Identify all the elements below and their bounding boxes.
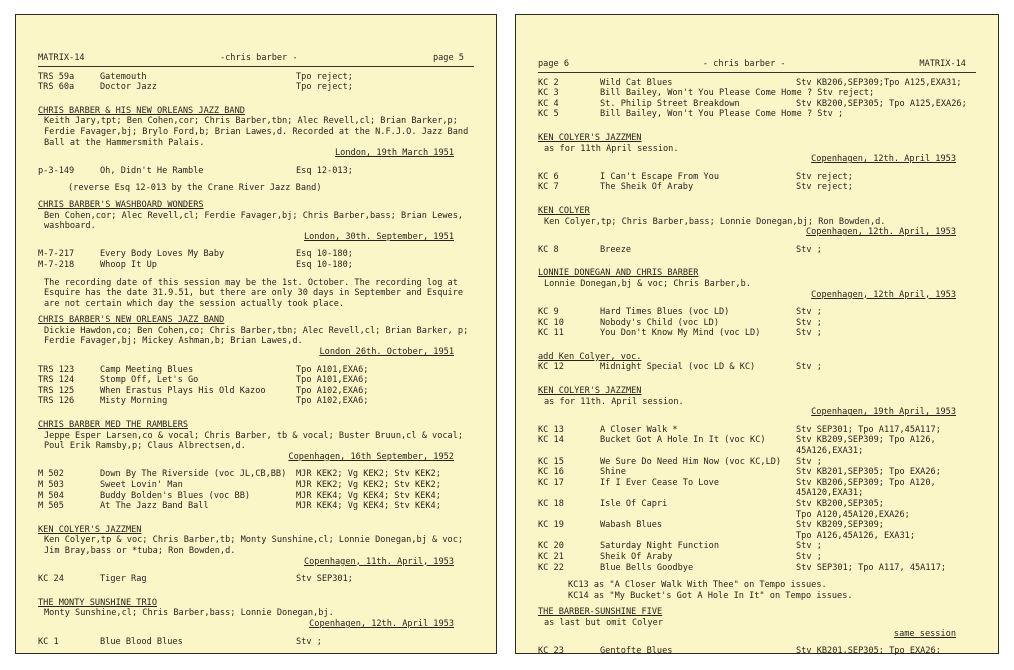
session-place-date	[38, 619, 474, 630]
header-right: page 5	[432, 53, 464, 63]
track-row	[538, 318, 976, 329]
track-list	[38, 249, 474, 270]
spacer	[538, 573, 976, 580]
issue-info-cont: 45A120,EXA31;	[796, 488, 864, 499]
track-row	[38, 166, 474, 177]
issue-info: Tpo A102,EXA6;	[296, 385, 369, 396]
matrix-number: M 505	[38, 501, 64, 512]
track-title: Bill Bailey, Won't You Please Come Home ? Stv reject;	[600, 88, 875, 99]
track-row	[38, 249, 474, 260]
personnel-text: Dickie Hawdon,co; Ben Cohen,co; Chris Barber,tbn; Alec Revell,cl; Brian Barker, p; Ferdie Favager,bj; Mickey Ashman,b; Brian Lawes,d.	[44, 325, 469, 347]
matrix-number: M 504	[38, 490, 64, 501]
track-title: Doctor Jazz	[100, 82, 157, 93]
issue-info: Stv ;	[796, 307, 822, 318]
track-list	[538, 646, 976, 657]
track-title: Midnight Special (voc LD & KC)	[600, 362, 756, 373]
track-row	[38, 386, 474, 397]
spacer	[38, 630, 474, 637]
spacer	[38, 647, 474, 654]
spacer	[538, 193, 976, 200]
track-title: Isle Of Capri	[600, 499, 668, 509]
track-title: Oh, Didn't He Ramble	[100, 165, 204, 176]
track-title: I Can't Escape From You	[600, 171, 719, 182]
track-row	[538, 563, 976, 574]
session-place: Copenhagen, 12th. April, 1953	[805, 227, 956, 238]
track-row	[538, 182, 976, 193]
track-row	[38, 365, 474, 376]
session-place: Copenhagen, 12th. April 1953	[811, 154, 956, 165]
issue-info: Tpo A101,EXA6;	[296, 364, 369, 375]
section-title: THE BARBER-SUNSHINE FIVE	[538, 607, 663, 618]
matrix-number: KC 13	[538, 424, 564, 435]
issue-info: MJR KEK2; Vg KEK2; Stv KEK2;	[296, 469, 441, 480]
issue-info: Stv ;	[796, 551, 822, 562]
header-right: MATRIX-14	[919, 59, 966, 69]
page-body	[38, 72, 474, 655]
note-text: KC13 as "A Closer Walk With Thee" on Tempo issues.	[568, 580, 827, 591]
session-place-date	[38, 452, 474, 463]
personnel-text: Ken Colyer,tp; Chris Barber,bass; Lonnie Donegan,bj; Ron Bowden,d.	[544, 216, 886, 227]
matrix-number: KC 23	[538, 646, 564, 657]
track-title: Blue Bells Goodbye	[600, 562, 694, 573]
track-row	[538, 88, 976, 99]
track-title: Sheik Of Araby	[600, 551, 673, 562]
track-row	[38, 501, 474, 512]
track-row	[38, 574, 474, 585]
track-title: You Don't Know My Mind (voc LD)	[600, 328, 761, 339]
issue-info: MJR KEK2; Vg KEK2; Stv KEK2;	[296, 480, 441, 490]
track-row	[38, 469, 474, 480]
track-title: Sweet Lovin' Man	[100, 480, 183, 490]
issue-info: Stv SEP301;	[296, 574, 353, 585]
issue-info: Stv KB209,SEP309;	[796, 520, 884, 531]
session-place: Copenhagen, 11th. April, 1953	[303, 556, 454, 567]
issue-info: Stv ;	[296, 636, 322, 647]
matrix-number: KC 1	[38, 636, 59, 647]
matrix-number: TRS 123	[38, 364, 75, 375]
track-list	[38, 574, 474, 585]
page-6	[515, 14, 999, 657]
spacer	[38, 585, 474, 592]
issue-info-cont: Tpo A126,45A126, EXA31;	[796, 530, 915, 541]
issue-info: Stv ;	[796, 328, 822, 339]
track-row	[538, 478, 976, 489]
issue-info: Stv reject;	[796, 182, 853, 193]
issue-info: MJR KEK4; Vg KEK4; Stv KEK4;	[296, 490, 441, 501]
header-center: - chris barber -	[702, 59, 786, 69]
page-5	[15, 14, 497, 654]
track-title: Hard Times Blues (voc LD)	[600, 307, 730, 318]
spacer	[38, 407, 474, 414]
matrix-number: KC 2	[538, 77, 559, 88]
track-title: The Sheik Of Araby	[600, 182, 694, 193]
session-place-date	[538, 290, 976, 301]
issue-info: Stv ;	[796, 362, 822, 373]
session-place: Copenhagen, 12th. April 1953	[309, 618, 454, 629]
matrix-number: KC 18	[538, 499, 564, 509]
page-header	[538, 59, 976, 70]
track-title: Bucket Got A Hole In It (voc KC)	[600, 435, 766, 446]
session-place: London, 30th. September, 1951	[303, 231, 454, 242]
section-title: KEN COLYER'S JAZZMEN	[538, 386, 642, 397]
section-title: CHRIS BARBER'S WASHBOARD WONDERS	[38, 199, 204, 210]
track-row	[38, 491, 474, 502]
matrix-number: KC 7	[538, 182, 559, 193]
section-title: KEN COLYER'S JAZZMEN	[538, 132, 642, 143]
track-title: Misty Morning	[100, 396, 168, 407]
track-row	[538, 172, 976, 183]
personnel-text: as for 11th. April session.	[544, 396, 684, 407]
track-row	[538, 307, 976, 318]
matrix-number: TRS 124	[38, 375, 75, 386]
issue-info: Stv ;	[796, 456, 822, 467]
matrix-number: KC 22	[538, 562, 564, 573]
section-title: LONNIE DONEGAN AND CHRIS BARBER	[538, 268, 699, 279]
spacer	[538, 639, 976, 646]
page-header	[38, 53, 474, 64]
personnel-text: Lonnie Donegan,bj & voc; Chris Barber,b.	[544, 278, 751, 289]
track-row	[538, 552, 976, 563]
personnel-text: as last but omit Colyer	[544, 617, 663, 628]
matrix-number: KC 19	[538, 520, 564, 531]
spacer	[38, 358, 474, 365]
session-place: London, 19th March 1951	[335, 148, 454, 159]
issue-info: Stv KB201,SEP305; Tpo EXA26;	[796, 467, 941, 478]
track-title: When Erastus Plays His Old Kazoo	[100, 385, 266, 396]
matrix-number: M 502	[38, 469, 64, 480]
header-left: page 6	[538, 59, 570, 69]
issue-info: Esq 12-013;	[296, 165, 353, 176]
track-title: Down By The Riverside (voc JL,CB,BB)	[100, 469, 287, 480]
note-text: The recording date of this session may be the 1st. October. The recording log at Esquire has the date 31.9.51, but there are only 30 days in September and Esquire are not certain which day the session actually took place.	[44, 277, 464, 309]
issue-info: Tpo A102,EXA6;	[296, 396, 369, 407]
session-place-date	[38, 347, 474, 358]
issue-info: Stv KB200,SEP305;	[796, 499, 884, 509]
issue-info: Stv KB206,SEP309; Tpo A120,	[796, 477, 936, 488]
spacer	[538, 657, 976, 664]
track-title: Gentofte Blues	[600, 646, 673, 657]
section-title: KEN COLYER'S JAZZMEN	[38, 524, 142, 535]
session-place: London 26th. October, 1951	[319, 347, 454, 358]
issue-info: Stv reject;	[796, 171, 853, 182]
track-row	[538, 435, 976, 446]
session-place-date	[538, 629, 976, 640]
session-place-date	[38, 232, 474, 243]
spacer	[538, 300, 976, 307]
issue-info: Tpo reject;	[296, 82, 353, 93]
matrix-number: KC 5	[538, 109, 559, 120]
matrix-number: TRS 59a	[38, 71, 75, 82]
spacer	[38, 159, 474, 166]
track-row	[538, 109, 976, 120]
matrix-number: KC 8	[538, 244, 559, 255]
track-title: Bill Bailey, Won't You Please Come Home ? Stv ;	[600, 109, 844, 120]
spacer	[538, 373, 976, 380]
matrix-number: KC 11	[538, 328, 564, 339]
matrix-number: KC 24	[38, 574, 64, 585]
matrix-number: TRS 60a	[38, 82, 75, 93]
track-list	[538, 307, 976, 339]
track-title: Stomp Off, Let's Go	[100, 375, 199, 386]
spacer	[38, 93, 474, 100]
track-row	[38, 375, 474, 386]
spacer	[38, 462, 474, 469]
track-list	[538, 245, 976, 256]
track-row	[538, 520, 976, 531]
personnel-text: Jeppe Esper Larsen,co & vocal; Chris Barber, tb & vocal; Buster Bruun,cl & vocal; Poul Erik Ramsby,p; Claus Albrectsen,d.	[44, 430, 464, 452]
issue-info: Stv KB209,SEP309; Tpo A126,	[796, 435, 936, 446]
spacer	[38, 271, 474, 278]
personnel-text: Ben Cohen,cor; Alec Revell,cl; Ferdie Favager,bj; Chris Barber,bass; Brian Lewes, washboard.	[44, 210, 464, 232]
matrix-number: KC 4	[538, 98, 559, 109]
track-title: Saturday Night Function	[600, 541, 719, 552]
page-body	[538, 78, 976, 664]
spacer	[38, 512, 474, 519]
note-text: KC14 as "My Bucket's Got A Hole In It" on Tempo issues.	[568, 590, 853, 601]
matrix-number: KC 17	[538, 477, 564, 488]
track-title: Every Body Loves My Baby	[100, 249, 225, 260]
issue-info-cont: 45A126,EXA31;	[796, 446, 864, 457]
spacer	[38, 242, 474, 249]
matrix-number: M-7-218	[38, 259, 75, 270]
matrix-number: KC 15	[538, 456, 564, 467]
matrix-number: KC 14	[538, 435, 564, 446]
issue-info: MJR KEK4; Vg KEK4; Stv KEK4;	[296, 501, 441, 512]
track-row	[538, 457, 976, 468]
matrix-number: KC 16	[538, 467, 564, 478]
track-list	[38, 365, 474, 407]
header-center: -chris barber -	[219, 53, 298, 63]
spacer	[538, 255, 976, 262]
track-row	[538, 541, 976, 552]
spacer	[38, 176, 474, 183]
session-place-date	[538, 407, 976, 418]
matrix-number: KC 3	[538, 88, 559, 99]
track-list	[38, 637, 474, 648]
track-row	[538, 467, 976, 478]
session-place: Copenhagen, 19th April, 1953	[811, 407, 956, 418]
header-rule	[538, 72, 976, 73]
section-title: CHRIS BARBER MED THE RAMBLERS	[38, 420, 189, 431]
track-list	[38, 166, 474, 177]
track-title: Whoop It Up	[100, 259, 157, 270]
section-title: CHRIS BARBER'S NEW ORLEANS JAZZ BAND	[38, 315, 225, 326]
track-title: Wild Cat Blues	[600, 77, 673, 88]
personnel-text: Ken Colyer,tp & voc; Chris Barber,tb; Monty Sunshine,cl; Lonnie Donegan,bj & voc; Jim Bray,bass or *tuba; Ron Bowden,d.	[44, 535, 464, 556]
matrix-number: p-3-149	[38, 165, 75, 176]
section-title: KEN COLYER	[538, 205, 590, 216]
header-left: MATRIX-14	[38, 53, 85, 63]
session-place-date	[38, 557, 474, 568]
track-list	[538, 78, 976, 120]
track-row	[538, 78, 976, 89]
track-row	[538, 425, 976, 436]
track-list	[538, 172, 976, 193]
track-row	[38, 480, 474, 491]
issue-info: Stv KB201,SEP305; Tpo EXA26;	[796, 646, 941, 657]
session-place-date	[38, 148, 474, 159]
spacer	[538, 165, 976, 172]
matrix-number: TRS 126	[38, 396, 75, 407]
issue-info: Stv ;	[796, 317, 822, 328]
track-title: Camp Meeting Blues	[100, 364, 194, 375]
track-list	[38, 469, 474, 511]
issue-info: Tpo reject;	[296, 71, 353, 82]
track-row	[38, 72, 474, 83]
track-title: Wabash Blues	[600, 520, 663, 531]
track-title: Buddy Bolden's Blues (voc BB)	[100, 490, 251, 501]
track-title: St. Philip Street Breakdown	[600, 98, 740, 109]
matrix-number: KC 12	[538, 362, 564, 373]
track-row	[538, 646, 976, 657]
note-text: (reverse Esq 12-013 by the Crane River Jazz Band)	[68, 183, 322, 194]
issue-info: Tpo A101,EXA6;	[296, 375, 369, 386]
session-place: Copenhagen, 12th April, 1953	[811, 289, 956, 300]
session-place-date	[538, 154, 976, 165]
track-row	[538, 99, 976, 110]
issue-info: Stv KB200,SEP305; Tpo A125,EXA26;	[796, 98, 967, 109]
track-list	[538, 362, 976, 373]
matrix-number: KC 10	[538, 317, 564, 328]
personnel-text: as for 11th April session.	[544, 143, 679, 154]
track-row	[38, 637, 474, 648]
issue-info: Stv ;	[796, 244, 822, 255]
issue-info: Stv SEP301; Tpo A117, 45A117;	[796, 562, 947, 573]
spacer	[38, 567, 474, 574]
track-title: Tiger Rag	[100, 574, 147, 585]
personnel-text: Keith Jary,tpt; Ben Cohen,cor; Chris Barber,tbn; Alec Revell,cl; Brian Barker,p; Ferdie Favager,bj; Brylo Ford,b; Brian Lawes,d. Recorded at the N.F.J.O. Jazz Band Ball at the Hammersmith Palais.	[44, 116, 469, 148]
matrix-number: TRS 125	[38, 385, 75, 396]
matrix-number: KC 21	[538, 551, 564, 562]
matrix-number: KC 6	[538, 171, 559, 182]
track-title: We Sure Do Need Him Now (voc KC,LD)	[600, 456, 782, 467]
track-row	[538, 499, 976, 510]
spacer	[538, 418, 976, 425]
track-title: Gatemouth	[100, 71, 147, 82]
track-title: Breeze	[600, 244, 632, 255]
spacer	[538, 238, 976, 245]
session-place: same session	[893, 628, 956, 639]
session-place: Copenhagen, 16th September, 1952	[288, 451, 454, 462]
section-title: CHRIS BARBER & HIS NEW ORLEANS JAZZ BAND	[38, 105, 245, 116]
track-row	[38, 260, 474, 271]
track-row	[38, 396, 474, 407]
matrix-number: KC 9	[538, 307, 559, 318]
issue-info: Esq 10-180;	[296, 259, 353, 270]
matrix-number: KC 20	[538, 541, 564, 552]
track-row	[38, 82, 474, 93]
track-row	[538, 362, 976, 373]
track-title: Nobody's Child (voc LD)	[600, 317, 719, 328]
issue-info: Stv SEP301; Tpo A117,45A117;	[796, 424, 941, 435]
header-rule	[38, 66, 474, 67]
issue-info: Stv ;	[796, 541, 822, 552]
section-title: add Ken Colyer, voc.	[538, 351, 642, 362]
matrix-number: M 503	[38, 480, 64, 490]
track-title: Blue Blood Blues	[100, 636, 183, 647]
matrix-number: M-7-217	[38, 249, 75, 260]
track-title: A Closer Walk *	[600, 424, 678, 435]
issue-info-cont: Tpo A120,45A120,EXA26;	[796, 509, 910, 520]
section-title: THE MONTY SUNSHINE TRIO	[38, 597, 157, 608]
track-title: Shine	[600, 467, 626, 478]
issue-info: Esq 10-180;	[296, 249, 353, 260]
session-place-date	[538, 227, 976, 238]
issue-info: Stv KB206,SEP309;Tpo A125,EXA31;	[796, 77, 962, 88]
track-list	[538, 425, 976, 573]
track-row	[538, 328, 976, 339]
spacer	[538, 339, 976, 346]
spacer	[538, 120, 976, 127]
track-list	[38, 72, 474, 93]
track-row	[538, 245, 976, 256]
track-title: At The Jazz Band Ball	[100, 501, 209, 512]
track-title: If I Ever Cease To Love	[600, 477, 719, 488]
personnel-text: Monty Sunshine,cl; Chris Barber,bass; Lonnie Donegan,bj.	[44, 608, 334, 619]
